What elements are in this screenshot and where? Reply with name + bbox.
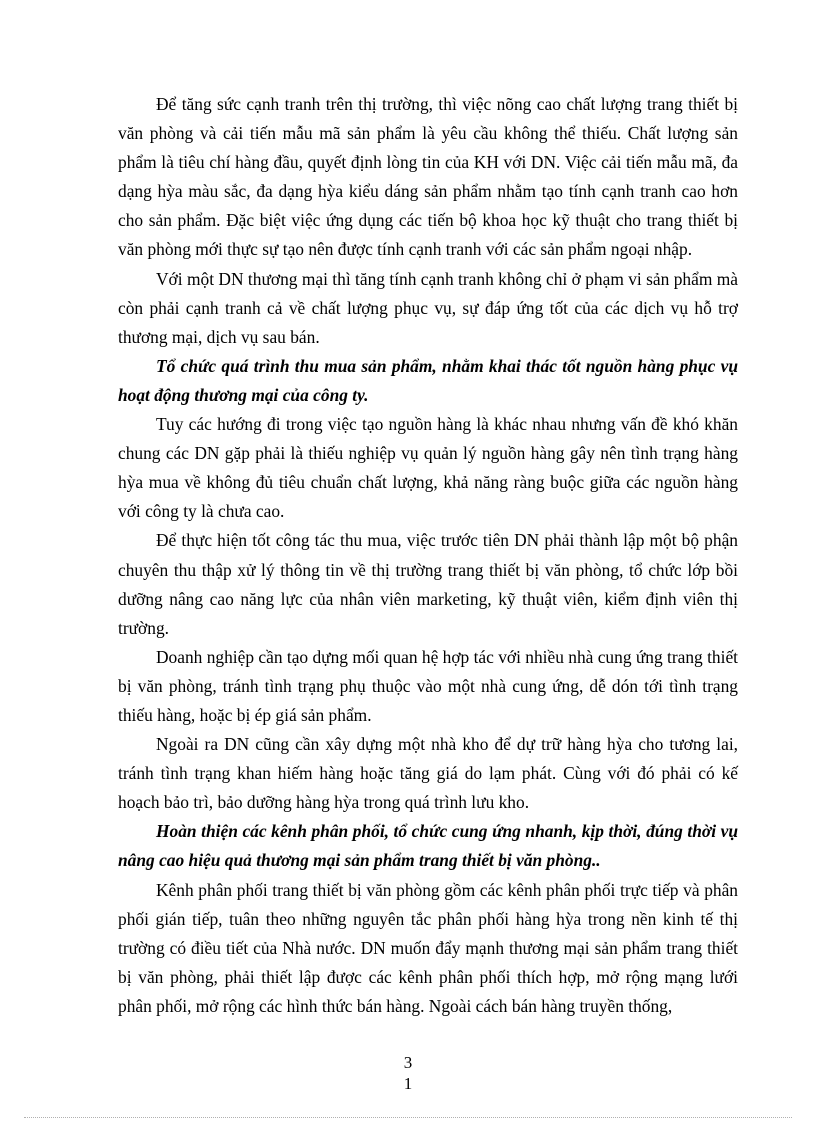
- page-footer: [0, 1052, 816, 1094]
- section-heading: Hoàn thiện các kênh phân phối, tổ chức cung ứng nhanh, kịp thời, đúng thời vụ nâng cao hiệu quả thương mại sản phẩm trang thiết bị văn phòng..: [118, 821, 738, 871]
- page-break-divider: [24, 1117, 792, 1118]
- paragraph: Để thực hiện tốt công tác thu mua, việc trước tiên DN phải thành lập một bộ phận chuyên thu thập xử lý thông tin về thị trường trang thiết bị văn phòng, tổ chức lớp bồi dưỡng nâng cao năng lực của nhân viên marketing, kỹ thuật viên, kiểm định viên thị trường.: [118, 530, 738, 638]
- paragraph: Ngoài ra DN cũng cần xây dựng một nhà kho để dự trữ hàng hỳa cho tương lai, tránh tình trạng khan hiếm hàng hoặc tăng giá do lạm phát. Cùng với đó phải có kế hoạch bảo trì, bảo dưỡng hàng hỳa trong quá trình lưu kho.: [118, 734, 738, 813]
- paragraph: Để tăng sức cạnh tranh trên thị trường, thì việc nõng cao chất lượng trang thiết bị văn phòng và cải tiến mẫu mã sản phẩm là yêu cầu không thể thiếu. Chất lượng sản phẩm là tiêu chí hàng đầu, quyết định lòng tin của KH với DN. Việc cải tiến mẫu mã, đa dạng hỳa màu sắc, đa dạng hỳa kiểu dáng sản phẩm nhằm tạo tính cạnh tranh cao hơn cho sản phẩm. Đặc biệt việc ứng dụng các tiến bộ khoa học kỹ thuật cho trang thiết bị văn phòng mới thực sự tạo nên được tính cạnh tranh với các sản phẩm ngoại nhập.: [118, 94, 738, 260]
- page-number-bottom: 1: [403, 1074, 413, 1093]
- paragraph: Doanh nghiệp cần tạo dựng mối quan hệ hợp tác với nhiều nhà cung ứng trang thiết bị văn phòng, tránh tình trạng phụ thuộc vào một nhà cung ứng, dễ dón tới tình trạng thiếu hàng, hoặc bị ép giá sản phẩm.: [118, 646, 739, 725]
- paragraph: Tuy các hướng đi trong việc tạo nguồn hàng là khác nhau nhưng vấn đề khó khăn chung các DN gặp phải là thiếu nghiệp vụ quản lý nguồn hàng gây nên tình trạng hàng hỳa mua về không đủ tiêu chuẩn chất lượng, khả năng ràng buộc giữa các nguồn hàng với công ty là chưa cao.: [118, 414, 738, 522]
- document-body: [118, 90, 738, 1021]
- page-number-top: 3: [403, 1053, 413, 1072]
- section-heading: Tổ chức quá trình thu mua sản phẩm, nhằm khai thác tốt nguồn hàng phục vụ hoạt động thương mại của công ty.: [118, 355, 738, 405]
- paragraph: Với một DN thương mại thì tăng tính cạnh tranh không chỉ ở phạm vi sản phẩm mà còn phải cạnh tranh cả về chất lượng phục vụ, sự đáp ứng tốt của các dịch vụ hỗ trợ thương mại, dịch vụ sau bán.: [118, 268, 738, 347]
- paragraph: Kênh phân phối trang thiết bị văn phòng gồm các kênh phân phối trực tiếp và phân phối gián tiếp, tuân theo những nguyên tắc phân phối hàng hỳa trong nền kinh tế thị trường có điều tiết của Nhà nước. DN muốn đẩy mạnh thương mại sản phẩm trang thiết bị văn phòng, phải thiết lập được các kênh phân phối thích hợp, mở rộng mạng lưới phân phối, mở rộng các hình thức bán hàng. Ngoài cách bán hàng truyền thống,: [118, 879, 738, 1016]
